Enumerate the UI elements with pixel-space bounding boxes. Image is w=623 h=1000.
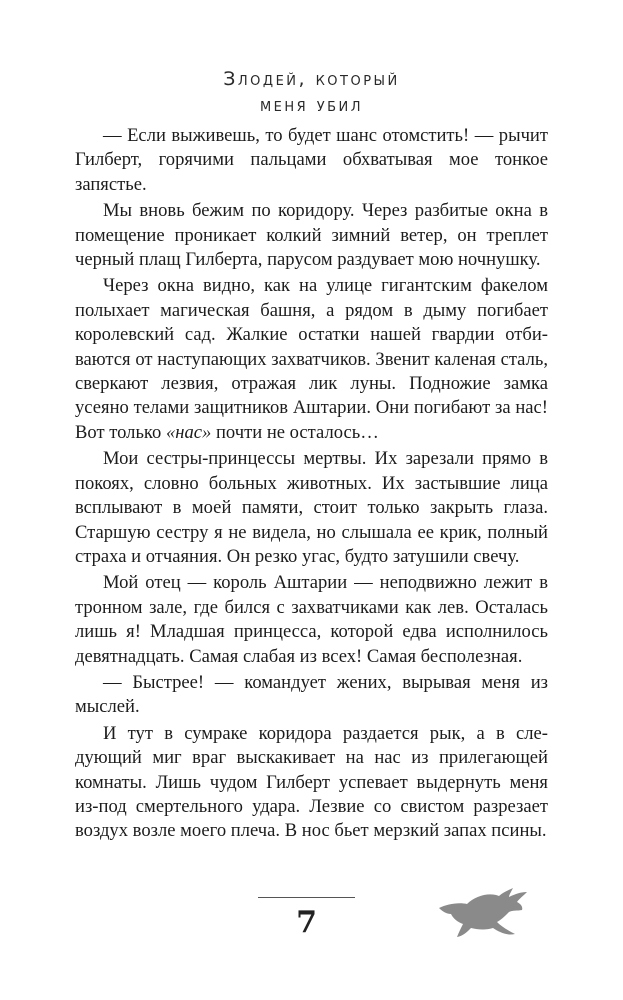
paragraph-4: Мои сестры-принцессы мертвы. Их зарезали прямо в покоях, словно больных животных. Их застывшие лица всплывают в моей памяти, стоит только закрыть глаза. Старшую сестру я не видела, но слышала ее крик, полный страха и отчаяния. Он резко угас, будто затушили свечу. bbox=[75, 448, 548, 567]
paragraph-3: Через окна видно, как на улице гигантским факелом полыхает магическая башня, а рядом в дыму погибает королевский сад. Жалкие остатки нашей гвардии отбиваются от наступающих захватчиков. Звенит каленая сталь, сверкают лезвия, отражая лик луны. Подножие замка усеяно телами защитников Аштарии. Они погибают за нас! Вот только «нас» почти не осталось… bbox=[75, 275, 548, 443]
running-header bbox=[0, 66, 623, 118]
paragraph-1: — Если выживешь, то будет шанс отомстить! — рычит Гилберт, горячими пальцами обхватывая мое тонкое запястье. bbox=[75, 125, 548, 195]
page-number: 7 bbox=[296, 905, 317, 940]
running-rabbit-icon bbox=[437, 886, 529, 938]
emphasis-word: «нас» bbox=[165, 421, 212, 443]
header-line-2: меня убил bbox=[259, 94, 364, 116]
paragraph-7: И тут в сумраке коридора раздается рык, а в следующий миг враг выскакивает на нас из прилегающей комнаты. Лишь чудом Гилберт успевает выдернуть меня из-под смертельного удара. Лезвие со свистом разрезает воздух возле моего плеча. В нос бьет мерзкий запах псины. bbox=[75, 722, 548, 842]
paragraph-6: — Быстрее! — командует жених, вырывая меня из мыслей. bbox=[75, 671, 548, 718]
header-line-1: Злодей, который bbox=[223, 68, 400, 90]
paragraph-2: Мы вновь бежим по коридору. Через разбитые окна в помещение проникает колкий зимний ветер, он треплет черный плащ Гилберта, парусом раздувает мою ночнушку. bbox=[75, 200, 548, 271]
footer-divider bbox=[258, 897, 355, 898]
body-text bbox=[75, 124, 548, 844]
paragraph-5: Мой отец — король Аштарии — неподвижно лежит в тронном зале, где бился с захватчиками как лев. Осталась лишь я! Младшая принцесса, которой едва исполнилось девятнадцать. Самая слабая из всех! Самая бесполезная. bbox=[75, 572, 548, 667]
